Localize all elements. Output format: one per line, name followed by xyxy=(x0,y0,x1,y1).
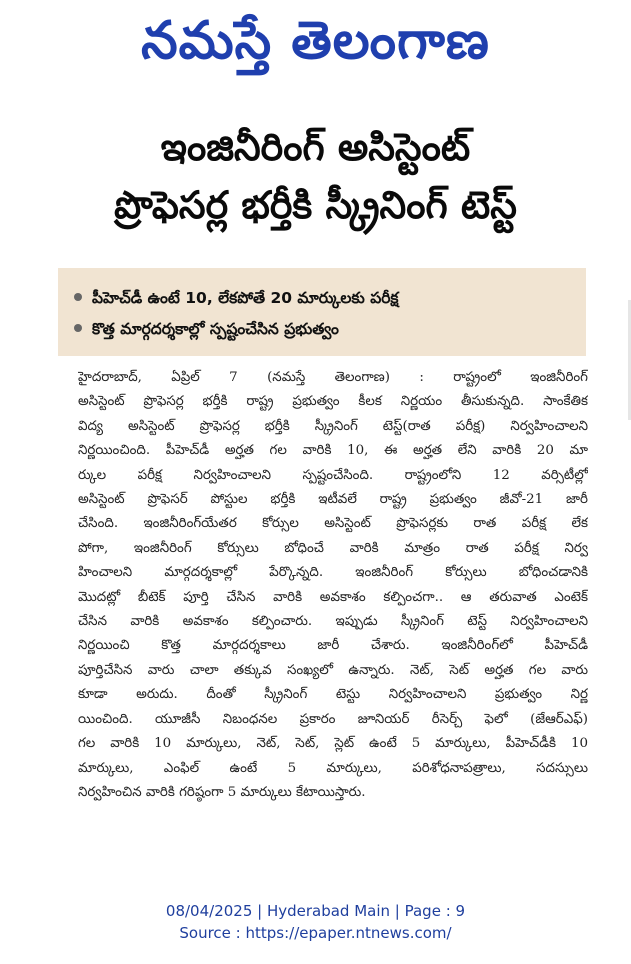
body-line: పోగా, ఇంజినీరింగ్ కోర్సులు బోధించే వారికి మాత్రం రాత పరీక్ష నిర్వ xyxy=(78,540,588,556)
body-line: అసిస్టెంట్ ప్రొఫెసర్ల భర్తీకి రాష్ట్ర ప్రభుత్వం కీలక నిర్ణయం తీసుకున్నది. సాంకేతిక xyxy=(78,394,588,410)
body-line: విద్య అసిస్టెంట్ ప్రొఫెసర్ల భర్తీకి స్క్రీనింగ్ టెస్ట్(రాత పరీక్ష) నిర్వహించాలని xyxy=(78,418,588,434)
highlight-item xyxy=(74,288,399,308)
body-line: పూర్తిచేసిన వారు చాలా తక్కువ సంఖ్యలో ఉన్నారు. నెట్, సెట్ అర్హత గల వారు xyxy=(78,662,588,678)
bullet-icon xyxy=(74,324,82,332)
body-line: ర్కుల పరీక్ష నిర్వహించాలని స్పష్టంచేసింది. రాష్ట్రంలోని 12 వర్సిటీల్లో xyxy=(78,467,588,483)
footer-source-link[interactable]: Source : https://epaper.ntnews.com/ xyxy=(179,924,452,942)
body-line: నిర్ణయించింది. పీహెచ్‌డీ అర్హత గల వారికి 10, ఈ అర్హత లేని వారికి 20 మా xyxy=(78,443,588,459)
highlight-item xyxy=(74,319,339,339)
body-line: చేసిన వారికి అవకాశం కల్పించారు. ఇప్పుడు స్క్రీనింగ్ టెస్ట్ నిర్వహించాలని xyxy=(78,614,588,630)
body-line: మార్కులు, ఎంఫిల్ ఉంటే 5 మార్కులు, పరిశోధనాపత్రాలు, సదస్సులు xyxy=(78,760,588,776)
body-line: మొదట్లో బీటెక్ పూర్తి చేసిన వారికి అవకాశం కల్పించగా.. ఆ తరువాత ఎంటెక్ xyxy=(78,589,588,605)
article-headline xyxy=(30,118,601,234)
body-line: కూడా అరుదు. దీంతో స్క్రీనింగ్ టెస్టు నిర్వహించాలని ప్రభుత్వం నిర్ణ xyxy=(78,687,588,703)
masthead-logo: నమస్తే తెలంగాణ xyxy=(141,11,490,71)
body-line: హైదరాబాద్, ఏప్రిల్ 7 (నమస్తే తెలంగాణ) : రాష్ట్రంలో ఇంజినీరింగ్ xyxy=(78,370,588,385)
body-line: నిర్ణయించి కొత్త మార్గదర్శకాలు జారీ చేశారు. ఇంజినీరింగ్‌లో పీహెచ్‌డీ xyxy=(78,638,588,654)
body-line: గల వారికి 10 మార్కులు, నెట్, సెట్, స్లెట్ ఉంటే 5 మార్కులు, పీహెచ్‌డీకి 10 xyxy=(78,736,588,752)
body-line: చేసింది. ఇంజినీరింగ్‌యేతర కోర్సుల అసిస్టెంట్ ప్రొఫెసర్లకు రాత పరీక్ష లేక xyxy=(78,516,588,532)
highlight-text: కొత్త మార్గదర్శకాల్లో స్పష్టంచేసిన ప్రభుత్వం xyxy=(92,320,339,338)
article-body xyxy=(78,366,588,805)
bullet-icon xyxy=(74,293,82,301)
body-line: యించింది. యూజీసీ నిబంధనల ప్రకారం జూనియర్ రీసెర్చ్ ఫెలో (జేఆర్ఎఫ్) xyxy=(78,711,588,727)
highlights-box xyxy=(58,268,586,356)
body-line: అసిస్టెంట్ ప్రొఫెసర్ పోస్టుల భర్తీకి ఇటీవలే రాష్ట్ర ప్రభుత్వం జీవో-21 జారీ xyxy=(78,492,588,508)
body-line: నిర్వహించిన వారికి గరిష్ఠంగా 5 మార్కులు కేటాయిస్తారు. xyxy=(78,784,366,800)
body-line: హించాలని మార్గదర్శకాల్లో పేర్కొన్నది. ఇంజినీరింగ్ కోర్సులు బోధించడానికి xyxy=(78,565,588,581)
highlight-text: పీహెచ్‌డీ ఉంటే 10, లేకపోతే 20 మార్కులకు పరీక్ష xyxy=(92,289,399,307)
headline-line-2: ప్రొఫెసర్ల భర్తీకి స్క్రీనింగ్ టెస్ట్ xyxy=(114,183,517,227)
headline-line-1: ఇంజినీరింగ్ అసిస్టెంట్ xyxy=(160,125,471,169)
footer-edition-info: 08/04/2025 | Hyderabad Main | Page : 9 xyxy=(165,902,466,920)
